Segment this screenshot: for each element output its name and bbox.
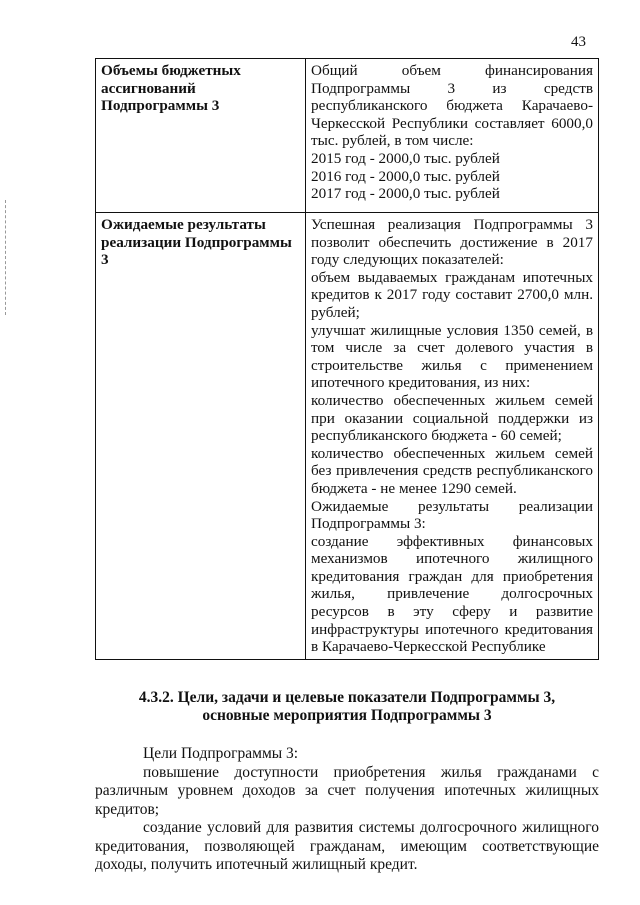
section-heading-line: 4.3.2. Цели, задачи и целевые показатели Подпрограммы 3, (138, 689, 556, 706)
goals-paragraph: создание условий для развития системы долгосрочного жилищного кредитования, позволяющей гражданам, имеющим соответствующие доходы, получить ипотечный жилищный кредит. (95, 819, 599, 873)
budget-2015-text: 2015 год - 2000,0 тыс. рублей (311, 149, 500, 167)
results-line: Успешная реализация Подпрограммы 3 позволит обеспечить достижение в 2017 году следующих показателей: (311, 216, 593, 269)
row-value-budget (306, 59, 599, 213)
budget-2016-text: 2016 год - 2000,0 тыс. рублей (311, 167, 500, 185)
results-line: Ожидаемые результаты реализации Подпрограммы 3: (311, 497, 593, 533)
budget-total-text: Общий объем финансирования Подпрограммы 3 из средств республиканского бюджета Карачаево-Черкесской Республики составляет 6000,0 тыс. рублей, в том числе: (311, 62, 593, 150)
results-line: объем выдаваемых гражданам ипотечных кредитов к 2017 году составит 2700,0 млн. рублей; (311, 268, 593, 321)
scan-margin-line (5, 200, 6, 315)
row-value-results (306, 213, 599, 660)
table-row (96, 59, 599, 213)
row-label-budget: Объемы бюджетных ассигнований Подпрограммы 3 (96, 59, 306, 213)
results-line: создание эффективных финансовых механизмов ипотечного жилищного кредитования граждан для приобретения жилья, привлечение долгосрочных ресурсов в эту сферу и развитие инфраструктуры ипотечного кредитования в Карачаево-Черкесской Республике (311, 532, 593, 656)
subprogram-passport-table (95, 58, 599, 660)
section-heading (95, 689, 599, 725)
results-line: улучшат жилищные условия 1350 семей, в том числе за счет долевого участия в строительстве жилья с применением ипотечного кредитования, из них: (311, 321, 593, 392)
table-row (96, 213, 599, 660)
results-line: количество обеспеченных жильем семей при оказании социальной поддержки из республиканского бюджета - 60 семей; (311, 391, 593, 445)
row-label-results: Ожидаемые результаты реализации Подпрограммы 3 (96, 213, 306, 660)
goals-paragraph: Цели Подпрограммы 3: (143, 745, 299, 762)
budget-2017-text: 2017 год - 2000,0 тыс. рублей (311, 185, 500, 203)
goals-text (95, 745, 599, 875)
goals-paragraph: повышение доступности приобретения жилья гражданами с различным уровнем доходов за счет получения ипотечных жилищных кредитов; (95, 763, 599, 818)
section-heading-line: основные мероприятия Подпрограммы 3 (202, 707, 492, 724)
page-number: 43 (571, 34, 586, 50)
results-line: количество обеспеченных жильем семей без привлечения средств республиканского бюджета - не менее 1290 семей. (311, 444, 593, 497)
